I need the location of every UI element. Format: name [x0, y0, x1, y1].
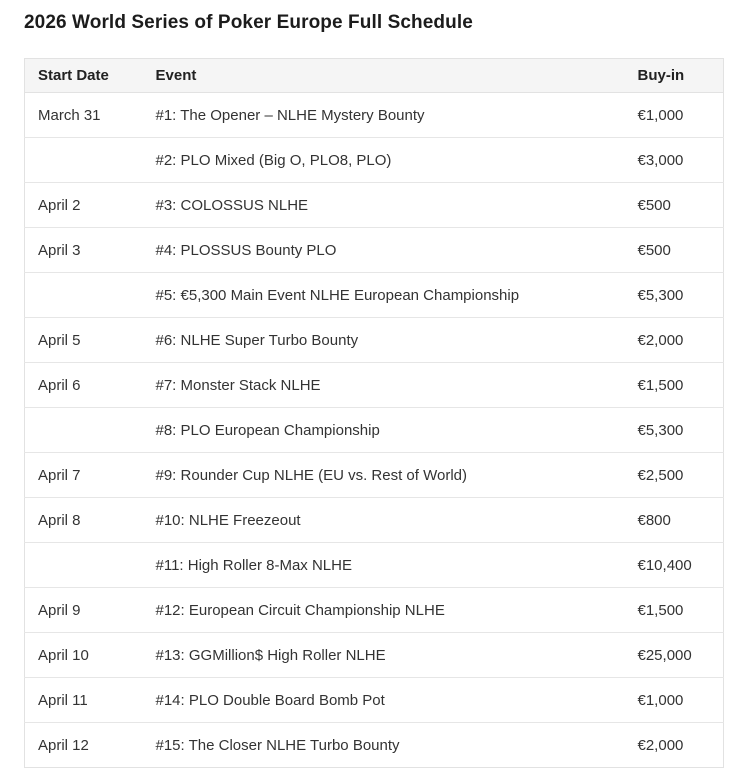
column-header-buy-in: Buy-in — [625, 59, 724, 93]
cell-event: #11: High Roller 8-Max NLHE — [143, 543, 625, 588]
cell-event: #14: PLO Double Board Bomb Pot — [143, 678, 625, 723]
cell-buy-in: €1,000 — [625, 678, 724, 723]
schedule-table-body — [25, 93, 724, 768]
cell-start-date: April 5 — [25, 318, 143, 363]
cell-start-date: April 8 — [25, 498, 143, 543]
cell-buy-in: €5,300 — [625, 273, 724, 318]
table-row — [25, 543, 724, 588]
cell-start-date: April 11 — [25, 678, 143, 723]
cell-event: #13: GGMillion$ High Roller NLHE — [143, 633, 625, 678]
cell-event: #7: Monster Stack NLHE — [143, 363, 625, 408]
cell-event: #12: European Circuit Championship NLHE — [143, 588, 625, 633]
cell-buy-in: €1,500 — [625, 363, 724, 408]
cell-event: #6: NLHE Super Turbo Bounty — [143, 318, 625, 363]
cell-buy-in: €1,500 — [625, 588, 724, 633]
column-header-event: Event — [143, 59, 625, 93]
cell-start-date — [25, 273, 143, 318]
cell-start-date: April 2 — [25, 183, 143, 228]
table-row — [25, 453, 724, 498]
cell-start-date — [25, 408, 143, 453]
cell-start-date — [25, 543, 143, 588]
cell-start-date: April 12 — [38, 736, 89, 754]
table-row — [25, 588, 724, 633]
table-row — [25, 408, 724, 453]
schedule-table — [24, 58, 724, 768]
table-row — [25, 273, 724, 318]
header-row — [25, 59, 724, 93]
table-row — [25, 93, 724, 138]
table-row — [25, 678, 724, 723]
table-row — [25, 228, 724, 273]
cell-buy-in: €500 — [625, 228, 724, 273]
cell-buy-in: €3,000 — [625, 138, 724, 183]
cell-event: #9: Rounder Cup NLHE (EU vs. Rest of World) — [143, 453, 625, 498]
cell-event: #10: NLHE Freezeout — [143, 498, 625, 543]
cell-start-date: April 7 — [25, 453, 143, 498]
table-row — [25, 363, 724, 408]
cell-event: #15: The Closer NLHE Turbo Bounty — [155, 736, 400, 754]
schedule-table-header — [25, 59, 724, 93]
cell-start-date: April 10 — [25, 633, 143, 678]
cell-start-date: March 31 — [25, 93, 143, 138]
cell-buy-in: €500 — [625, 183, 724, 228]
cell-buy-in: €2,000 — [637, 736, 684, 754]
cell-buy-in: €5,300 — [625, 408, 724, 453]
cell-start-date: April 9 — [25, 588, 143, 633]
cell-event: #2: PLO Mixed (Big O, PLO8, PLO) — [143, 138, 625, 183]
table-row — [25, 723, 724, 768]
cell-event: #1: The Opener – NLHE Mystery Bounty — [143, 93, 625, 138]
cell-event: #4: PLOSSUS Bounty PLO — [143, 228, 625, 273]
column-header-start-date: Start Date — [25, 59, 143, 93]
cell-buy-in: €10,400 — [625, 543, 724, 588]
cell-buy-in: €25,000 — [625, 633, 724, 678]
page-title: 2026 World Series of Poker Europe Full Schedule — [24, 12, 473, 33]
table-row — [25, 183, 724, 228]
table-row — [25, 633, 724, 678]
cell-event: #3: COLOSSUS NLHE — [143, 183, 625, 228]
table-row — [25, 138, 724, 183]
table-row — [25, 498, 724, 543]
table-row — [25, 318, 724, 363]
cell-start-date: April 6 — [25, 363, 143, 408]
cell-event: #5: €5,300 Main Event NLHE European Championship — [143, 273, 625, 318]
cell-start-date — [25, 138, 143, 183]
cell-start-date: April 3 — [25, 228, 143, 273]
cell-event: #8: PLO European Championship — [143, 408, 625, 453]
cell-buy-in: €2,500 — [625, 453, 724, 498]
cell-buy-in: €2,000 — [625, 318, 724, 363]
cell-buy-in: €1,000 — [625, 93, 724, 138]
cell-buy-in: €800 — [625, 498, 724, 543]
